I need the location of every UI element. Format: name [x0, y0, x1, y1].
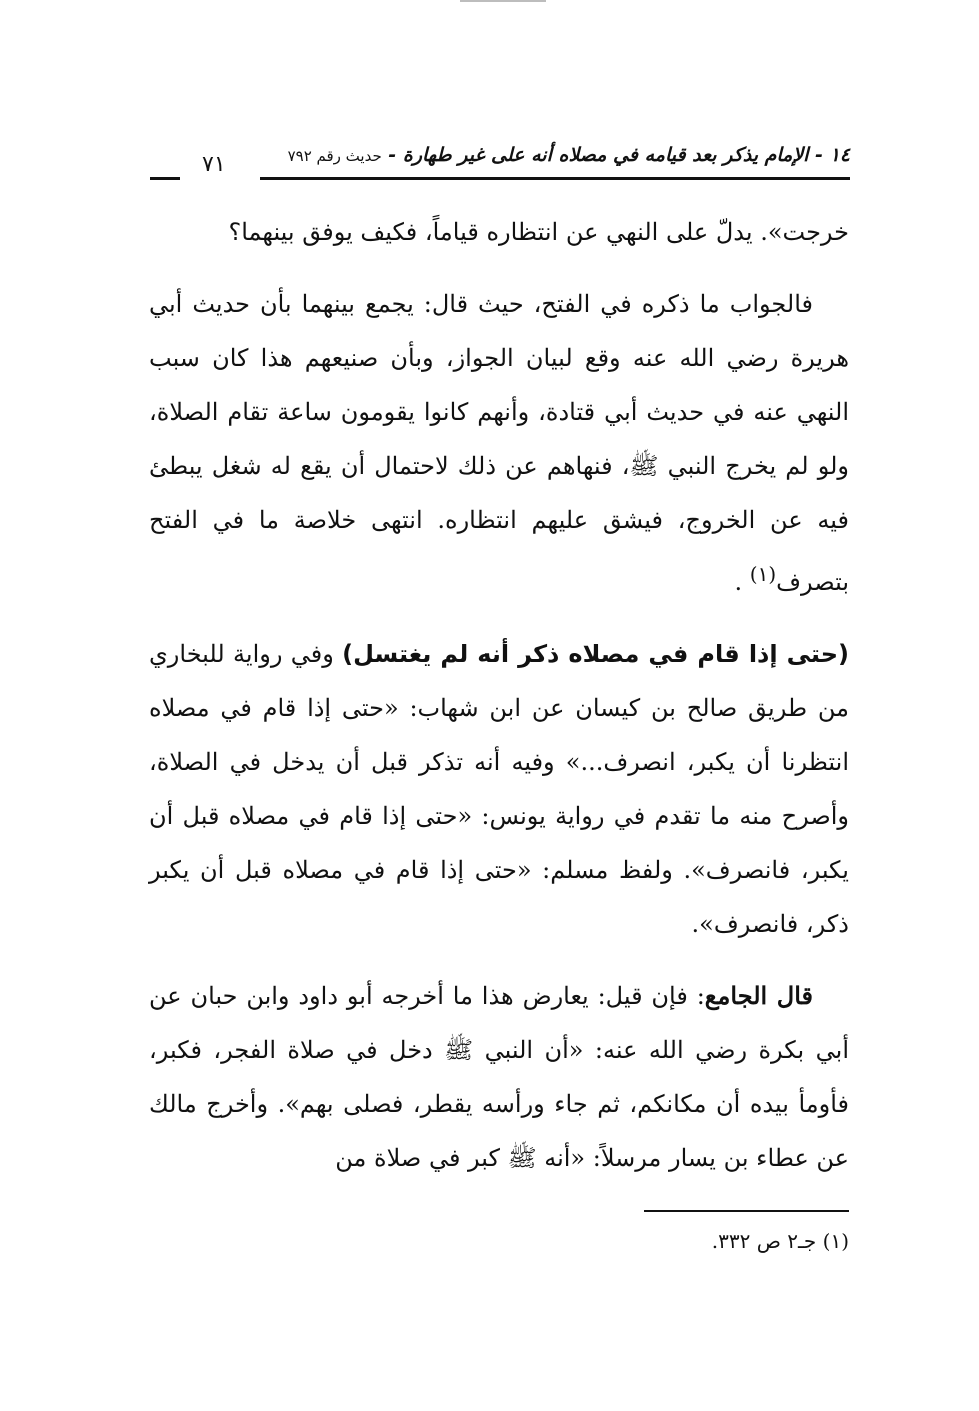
page-number: ٧١ — [202, 152, 226, 177]
header-dash — [150, 177, 180, 180]
paragraph-2 — [149, 277, 849, 609]
paragraph-4 — [149, 969, 849, 1185]
header-hadith-number: حديث رقم ٧٩٢ — [287, 147, 382, 165]
main-text — [149, 205, 849, 1203]
header-title — [288, 144, 850, 166]
paragraph-text: فالجواب ما ذكره في الفتح، حيث قال: يجمع بينهما بأن حديث أبي هريرة رضي الله عنه وقع لبيان الجواز، وبأن صنيعهم هذا كان سبب النهي عنه في حديث أبي قتادة، وأنهم كانوا يقومون ساعة تقام الصلاة، ولو لم يخرج النبي ﷺ، فنهاهم عن ذلك لاحتمال أن يقع له شغل يبطئ فيه عن الخروج، فيشق عليهم انتظاره. انتهى خلاصة ما في الفتح بتصرف — [149, 290, 850, 596]
top-scan-mark — [460, 0, 546, 2]
paragraph-3 — [149, 627, 849, 951]
hadith-phrase: (حتى إذا قام في مصلاه ذكر أنه لم يغتسل) — [342, 640, 849, 668]
paragraph-text: : فإن قيل: يعارض هذا ما أخرجه أبو داود وابن حبان عن أبي بكرة رضي الله عنه: «أن النبي ﷺ دخل في صلاة الفجر، فكبر، فأومأ بيده أن مكانكم، ثم جاء ورأسه يقطر، فصلى بهم». وأخرج مالك عن عطاء بن يسار مرسلاً: «أنه ﷺ كبر في صلاة من — [149, 982, 849, 1172]
header-rule — [260, 177, 850, 180]
footnote: (١) جـ٢ ص ٣٣٢. — [711, 1229, 849, 1253]
footnote-reference: (١) — [749, 562, 777, 586]
running-header — [150, 140, 850, 190]
footnote-rule — [644, 1210, 849, 1212]
header-chapter-title: ١٤ - الإمام يذكر بعد قيامه في مصلاه أنه على غير طهارة - — [388, 144, 850, 166]
paragraph-text: وفي رواية للبخاري من طريق صالح بن كيسان عن ابن شهاب: «حتى إذا قام في مصلاه انتظرنا أن يكبر، انصرف...» وفيه أنه تذكر قبل أن يدخل في الصلاة، وأصرح منه ما تقدم في رواية يونس: «حتى إذا قام في مصلاه قبل أن يكبر، فانصرف». ولفظ مسلم: «حتى إذا قام في مصلاه قبل أن يكبر ذكر، فانصرف». — [149, 640, 850, 938]
paragraph-end: . — [734, 568, 743, 596]
speaker-label: قال الجامع — [704, 981, 813, 1010]
paragraph-1 — [149, 205, 849, 259]
paragraph-text: خرجت». يدلّ على النهي عن انتظاره قياماً، فكيف يوفق بينهما؟ — [228, 218, 849, 246]
